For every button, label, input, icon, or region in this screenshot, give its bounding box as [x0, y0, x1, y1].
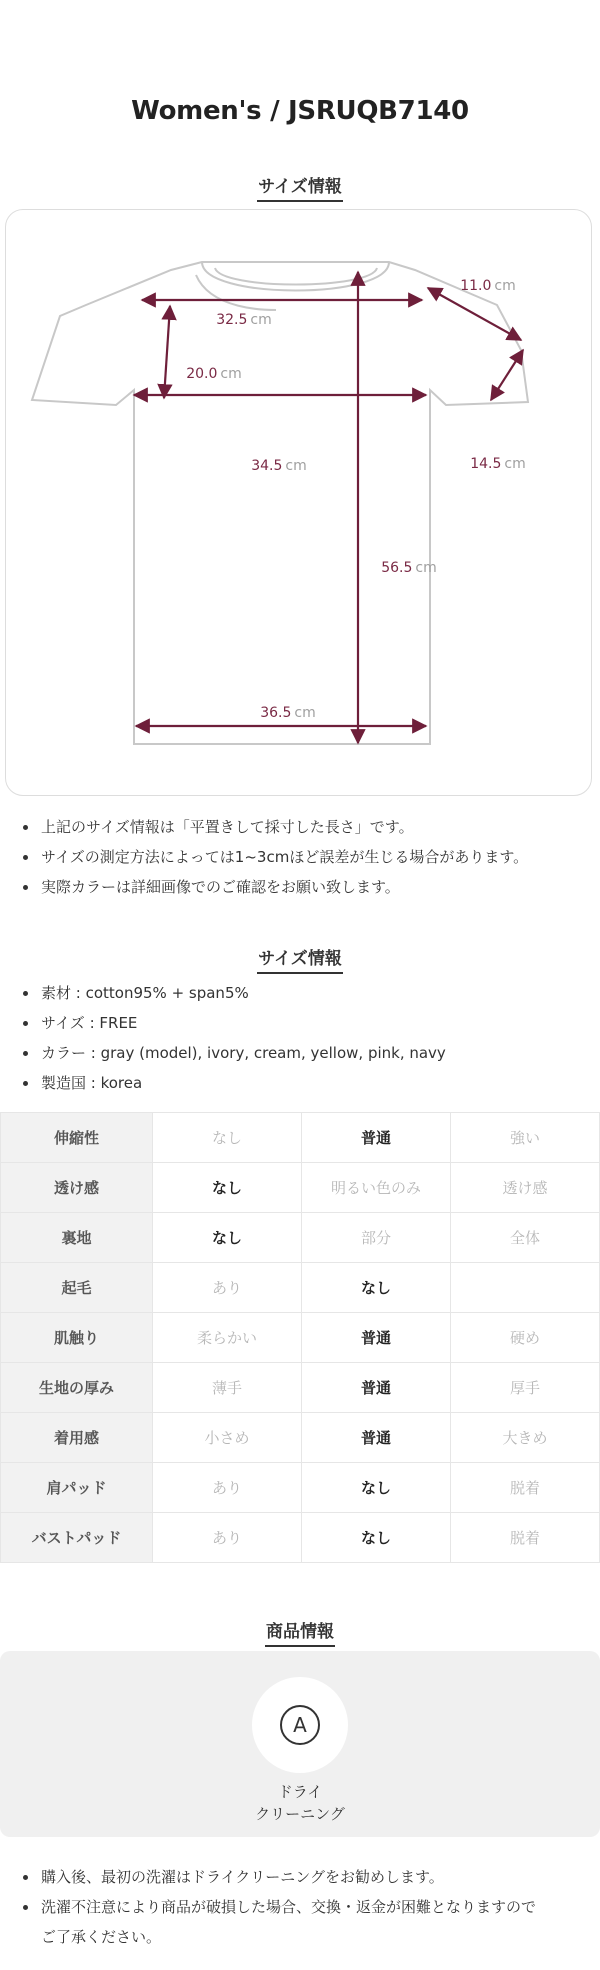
option-cell: なし: [302, 1263, 451, 1313]
size-info-heading-text: サイズ情報: [257, 172, 343, 202]
care-symbol: [252, 1677, 348, 1773]
table-row: [1, 1413, 600, 1463]
table-row: [1, 1513, 600, 1563]
tshirt-outline: [32, 262, 528, 744]
total-length-label: 56.5 cm: [381, 560, 437, 576]
spec-origin: 製造国 : korea: [21, 1068, 446, 1098]
option-cell: 薄手: [153, 1363, 302, 1413]
option-cell: 透け感: [451, 1163, 600, 1213]
table-row: [1, 1163, 600, 1213]
dry-cleaning-icon: A: [280, 1705, 320, 1745]
option-cell: 柔らかい: [153, 1313, 302, 1363]
product-notes-list: [21, 1862, 536, 1952]
option-cell: 強い: [451, 1113, 600, 1163]
row-label: 透け感: [1, 1163, 153, 1213]
table-row: [1, 1213, 600, 1263]
detail-info-heading: [0, 944, 600, 974]
fabric-properties-table: [0, 1112, 600, 1563]
size-note: 上記のサイズ情報は「平置きして採寸した長さ」です。: [21, 812, 528, 842]
product-note-line: 洗濯不注意により商品が破損した場合、交換・返金が困難となりますので: [41, 1898, 537, 1916]
row-label: 裏地: [1, 1213, 153, 1263]
option-cell: なし: [302, 1513, 451, 1563]
armhole-label: 20.0 cm: [186, 366, 242, 382]
row-label: 生地の厚み: [1, 1363, 153, 1413]
care-label-line2: クリーニング: [255, 1805, 345, 1823]
size-notes-list: [21, 812, 528, 902]
option-cell: 普通: [302, 1413, 451, 1463]
option-cell: 厚手: [451, 1363, 600, 1413]
option-cell: 大きめ: [451, 1413, 600, 1463]
spec-size: サイズ : FREE: [21, 1008, 446, 1038]
chest-label: 34.5 cm: [251, 458, 307, 474]
spec-list: [21, 978, 446, 1098]
option-cell: なし: [153, 1113, 302, 1163]
row-label: 肩パッド: [1, 1463, 153, 1513]
option-cell: 明るい色のみ: [302, 1163, 451, 1213]
sleeve-opening-measure-line: [491, 350, 523, 400]
table-row: [1, 1313, 600, 1363]
size-info-heading: [0, 172, 600, 202]
option-cell: 部分: [302, 1213, 451, 1263]
tshirt-diagram: [6, 210, 593, 797]
option-cell: なし: [153, 1163, 302, 1213]
option-cell: 小さめ: [153, 1413, 302, 1463]
table-row: [1, 1113, 600, 1163]
product-note: [21, 1892, 536, 1952]
option-cell: なし: [302, 1463, 451, 1513]
option-cell: あり: [153, 1463, 302, 1513]
option-cell: あり: [153, 1263, 302, 1313]
care-instructions-box: [0, 1651, 600, 1837]
size-note: 実際カラーは詳細画像でのご確認をお願い致します。: [21, 872, 528, 902]
table-row: [1, 1463, 600, 1513]
spec-material: 素材 : cotton95% + span5%: [21, 978, 446, 1008]
option-cell: 全体: [451, 1213, 600, 1263]
detail-info-heading-text: サイズ情報: [257, 944, 343, 974]
sleeve-opening-label: 14.5 cm: [470, 456, 526, 472]
spec-colors: カラー : gray (model), ivory, cream, yellow, pink, navy: [21, 1038, 446, 1068]
size-diagram: [5, 209, 592, 796]
care-label-line1: ドライ: [277, 1783, 323, 1801]
hem-label: 36.5 cm: [260, 705, 316, 721]
option-cell: 普通: [302, 1313, 451, 1363]
option-cell: 硬め: [451, 1313, 600, 1363]
table-row: [1, 1363, 600, 1413]
armhole-measure-line: [164, 306, 170, 398]
option-cell: 普通: [302, 1113, 451, 1163]
row-label: 起毛: [1, 1263, 153, 1313]
product-info-heading-text: 商品情報: [265, 1617, 335, 1647]
row-label: 伸縮性: [1, 1113, 153, 1163]
table-row: [1, 1263, 600, 1313]
product-note: 購入後、最初の洗濯はドライクリーニングをお勧めします。: [21, 1862, 536, 1892]
care-label: [0, 1781, 600, 1825]
page-title: Women's / JSRUQB7140: [131, 96, 469, 126]
size-note: サイズの測定方法によっては1~3cmほど誤差が生じる場合があります。: [21, 842, 528, 872]
option-cell: あり: [153, 1513, 302, 1563]
option-cell: なし: [153, 1213, 302, 1263]
row-label: 肌触り: [1, 1313, 153, 1363]
row-label: バストパッド: [1, 1513, 153, 1563]
option-cell: 普通: [302, 1363, 451, 1413]
shoulder-label: 32.5 cm: [216, 312, 272, 328]
option-cell: 脱着: [451, 1463, 600, 1513]
row-label: 着用感: [1, 1413, 153, 1463]
product-note-line: ご了承ください。: [41, 1928, 162, 1946]
option-cell: 脱着: [451, 1513, 600, 1563]
option-cell: [451, 1263, 600, 1313]
sleeve-length-label: 11.0 cm: [460, 278, 516, 294]
product-info-heading: [0, 1617, 600, 1647]
